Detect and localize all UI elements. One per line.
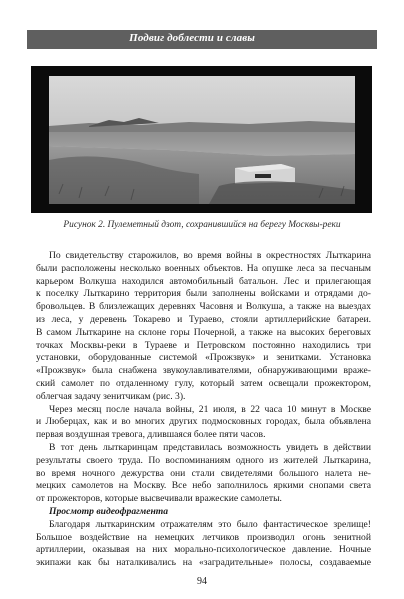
body-line: бровольцев. В близлежащих деревнях Часовня и Волкуша, а также на выездах xyxy=(36,301,371,313)
figure-frame xyxy=(31,66,372,213)
body-line: Большое воздействие на немецких летчиков производил огонь зенитной xyxy=(36,531,371,543)
body-line: В тот день лыткаринцам представилась возможность увидеть в действии xyxy=(49,442,371,453)
video-fragment-heading: Просмотр видеофрагмента xyxy=(49,506,169,517)
running-header xyxy=(27,30,377,49)
body-line: Благодаря лыткаринским отражателям это было фантастическое зрелище! xyxy=(49,518,371,530)
body-line: от прожекторов, которые высвечивали вражеские самолеты. xyxy=(36,493,282,505)
running-header-title: Подвиг доблести и славы xyxy=(129,32,255,44)
bunker-photo-image xyxy=(49,76,355,204)
body-line: экипажи как бы наталкивались на «заградительные» полосы, создаваемые xyxy=(36,557,371,569)
body-line: точках Москвы-реки в Тураеве и Петровском постоянно находились три xyxy=(36,339,371,351)
body-line: из леса, у деревень Токарево и Тураево, стояли артиллерийские батареи. xyxy=(36,314,371,325)
body-line: ский самолет по отдаленному гулу, который затем освещали прожектором, xyxy=(36,378,371,389)
body-line: были расположены несколько военных объектов. На опушке леса за песчаным xyxy=(36,262,371,274)
body-line: первая воздушная тревога, длившаяся более пяти часов. xyxy=(36,429,266,441)
body-line: результаты своего труда. По воспоминаниям одного из жителей Лыткарина, xyxy=(36,454,371,466)
body-line: «Прожзвук» была снабжена звукоулавливателями, обнаруживающими враже- xyxy=(36,365,371,377)
bunker-photo xyxy=(49,76,355,204)
body-line: артиллерии, оказывая на них морально-психологическое давление. Ночные xyxy=(36,544,371,556)
body-line: карьером Волкуша находился автомобильный батальон. Лес и прилегающая xyxy=(36,275,371,287)
body-line: Через месяц после начала войны, 21 июля, в 22 часа 10 минут в Москве xyxy=(49,403,371,415)
body-line: установки, оборудованные системой «Прожзвук» и зенитками. Установка xyxy=(36,352,371,364)
body-line: к поселку Лыткарино территория были заполнены войсками и отрядами до- xyxy=(36,288,371,300)
body-line: во время ночного дежурства они стали свидетелями большого налета не- xyxy=(36,467,371,479)
body-line: и Люберцах, как и во многих других подмосковных городах, была объявлена xyxy=(36,416,371,428)
body-line: мецких самолетов на Москву. Все небо заполнилось яркими снопами света xyxy=(36,480,371,492)
body-line: По свидетельству старожилов, во время войны в окрестностях Лыткарина xyxy=(49,250,371,261)
figure-caption: Рисунок 2. Пулеметный дзот, сохранившийся на берегу Москвы-реки xyxy=(63,220,341,230)
body-line: В самом Лыткарине на склоне горы Почерной, а также на высоких береговых xyxy=(36,326,371,338)
page-number: 94 xyxy=(197,576,207,587)
body-line: облегчая задачу зенитчикам (рис. 3). xyxy=(36,390,186,402)
